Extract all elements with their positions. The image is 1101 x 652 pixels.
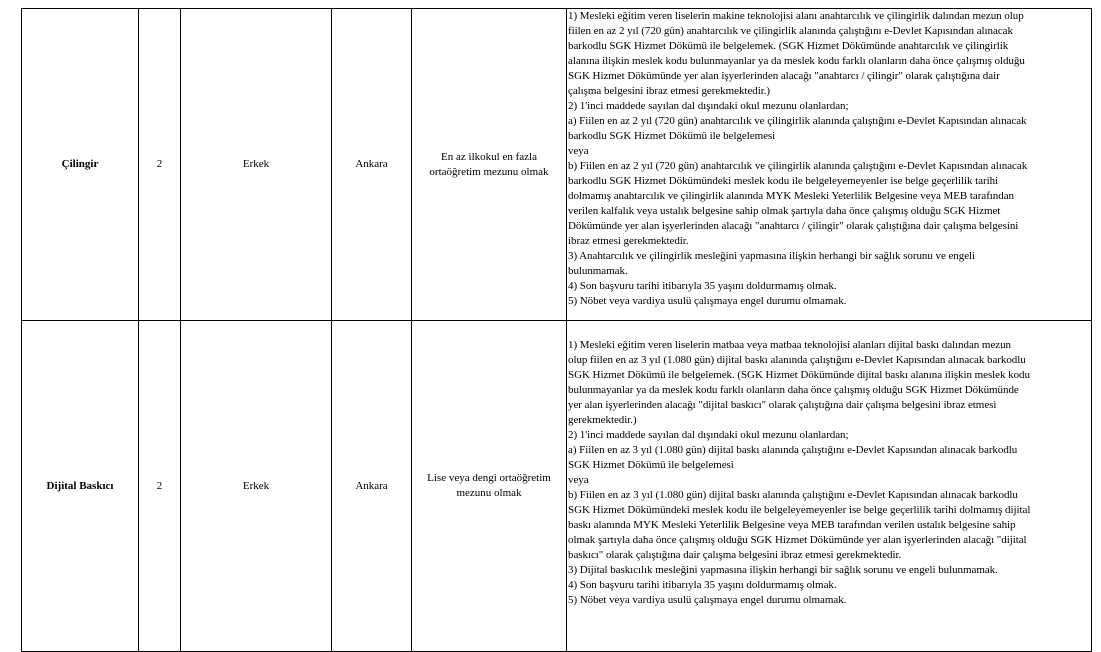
- requirement-line: alanına ilişkin meslek kodu bulunmayanlar ya da meslek kodu farklı olanların daha önce çalışmış olduğu: [568, 55, 1025, 67]
- requirement-line: 3) Dijital baskıcılık mesleğini yapmasına ilişkin herhangi bir sağlık sorunu ve engeli bulunmamak.: [568, 564, 998, 576]
- requirement-line: fiilen en az 2 yıl (720 gün) anahtarcılık ve çilingirlik alanında çalıştığını e-Devlet Kapısından alınacak: [568, 25, 1013, 37]
- requirement-line: baskıcı" olarak çalıştığına dair çalışma belgesini ibraz etmesi gerekmektedir.: [568, 549, 902, 561]
- requirement-line: barkodlu SGK Hizmet Dökümündeki meslek kodu ile belgeleyemeyenler ise belge geçerlilik tarihi: [568, 175, 999, 187]
- requirement-line: dolmamış anahtarcılık ve çilingirlik alanında MYK Mesleki Yeterlilik Belgesine veya MEB tarafından: [568, 190, 1014, 202]
- education-cell: [412, 321, 567, 652]
- city-cell: Ankara: [332, 9, 412, 321]
- requirement-line: 4) Son başvuru tarihi itibarıyla 35 yaşını doldurmamış olmak.: [568, 579, 837, 591]
- requirement-line: barkodlu SGK Hizmet Dökümü ile belgelemek. (SGK Hizmet Dökümünde anahtarcılık ve çilingirlik: [568, 40, 1009, 52]
- occupation-cell: Çilingir: [22, 9, 139, 321]
- requirement-line: SGK Hizmet Dökümündeki meslek kodu ile belgeleyemeyenler ise belge geçerlilik tarihi dolmamış dijital: [568, 504, 1031, 516]
- education-line: ortaöğretim mezunu olmak: [429, 165, 549, 178]
- gender-cell: Erkek: [181, 9, 332, 321]
- requirement-line: veya: [568, 474, 589, 486]
- education-line: Lise veya dengi ortaöğretim: [427, 472, 551, 484]
- requirement-line: olmak şartıyla daha önce çalışmış olduğu SGK Hizmet Dökümünde yer alan işyerlerinden alacağı "dijital: [568, 534, 1027, 546]
- requirement-line: a) Fiilen en az 3 yıl (1.080 gün) dijital baskı alanında çalıştığını e-Devlet Kapısından alınacak barkodlu: [568, 444, 1018, 456]
- requirement-line: 2) 1'inci maddede sayılan dal dışındaki okul mezunu olanlardan;: [568, 429, 849, 441]
- requirement-line: 3) Anahtarcılık ve çilingirlik mesleğini yapmasına ilişkin herhangi bir sağlık sorunu ve engeli: [568, 250, 976, 262]
- requirement-line: veya: [568, 145, 589, 157]
- requirement-line: SGK Hizmet Dökümünde yer alan işyerlerinden alacağı "anahtarcı / çilingir" olarak çalıştığına dair: [568, 70, 1000, 82]
- requirement-line: 4) Son başvuru tarihi itibarıyla 35 yaşını doldurmamış olmak.: [568, 280, 837, 292]
- requirement-line: SGK Hizmet Dökümü ile belgelemesi: [568, 459, 734, 471]
- requirement-line: b) Fiilen en az 3 yıl (1.080 gün) dijital baskı alanında çalıştığını e-Devlet Kapısından alınacak barkodlu: [568, 489, 1018, 501]
- count-cell: 2: [139, 321, 181, 652]
- requirement-line: SGK Hizmet Dökümü ile belgelemek. (SGK Hizmet Dökümünde dijital baskı alanına ilişkin meslek kodu: [568, 369, 1030, 381]
- requirement-line: bulunmamak.: [568, 265, 628, 277]
- requirements-cell: [567, 321, 1092, 652]
- count-cell: 2: [139, 9, 181, 321]
- requirement-line: baskı alanında MYK Mesleki Yeterlilik Belgesine veya MEB tarafından verilen ustalık belgesine sahip: [568, 519, 1016, 531]
- occupation-cell: Dijital Baskıcı: [22, 321, 139, 652]
- requirement-line: 1) Mesleki eğitim veren liselerin makine teknolojisi alanı anahtarcılık ve çilingirlik dalından mezun olup: [568, 10, 1024, 22]
- gender-cell: Erkek: [181, 321, 332, 652]
- requirement-line: Dökümünde yer alan işyerlerinden alacağı "anahtarcı / çilingir" olarak çalıştığına dair çalışma belgesini: [568, 220, 1019, 232]
- requirement-line: 2) 1'inci maddede sayılan dal dışındaki okul mezunu olanlardan;: [568, 100, 849, 112]
- table-row: [22, 321, 1092, 652]
- education-line: mezunu olmak: [456, 487, 522, 499]
- requirement-line: 5) Nöbet veya vardiya usulü çalışmaya engel durumu olmamak.: [568, 295, 847, 307]
- requirement-line: 5) Nöbet veya vardiya usulü çalışmaya engel durumu olmamak.: [568, 594, 847, 606]
- requirement-line: barkodlu SGK Hizmet Dökümü ile belgelemesi: [568, 130, 776, 142]
- requirement-line: 1) Mesleki eğitim veren liselerin matbaa veya matbaa teknolojisi alanları dijital baskı dalından mezun: [568, 339, 1012, 351]
- requirement-line: bulunmayanlar ya da meslek kodu farklı olanların daha önce çalışmış olduğu SGK Hizmet Dökümünde: [568, 384, 1019, 396]
- requirements-cell: [567, 9, 1092, 321]
- requirement-line: gerekmektedir.): [568, 414, 637, 426]
- requirement-line: b) Fiilen en az 2 yıl (720 gün) anahtarcılık ve çilingirlik alanında çalıştığını e-Devlet Kapısından alınacak: [568, 160, 1028, 172]
- requirement-line: verilen kalfalık veya ustalık belgesine sahip olmak şartıyla daha önce çalışmış olduğu SGK Hizmet: [568, 205, 1001, 217]
- requirement-line: a) Fiilen en az 2 yıl (720 gün) anahtarcılık ve çilingirlik alanında çalıştığını e-Devlet Kapısından alınacak: [568, 115, 1027, 127]
- requirement-line: yer alan işyerlerinden alacağı "dijital baskıcı" olarak çalıştığına dair çalışma belgesini ibraz etmesi: [568, 399, 997, 411]
- city-cell: Ankara: [332, 321, 412, 652]
- education-line: En az ilkokul en fazla: [441, 150, 537, 163]
- requirement-line: olup fiilen en az 3 yıl (1.080 gün) dijital baskı alanında çalıştığını e-Devlet Kapısından alınacak barkodlu: [568, 354, 1026, 366]
- requirement-line: çalışma belgesini ibraz etmesi gerekmektedir.): [568, 85, 771, 97]
- education-cell: [412, 9, 567, 321]
- requirement-line: ibraz etmesi gerekmektedir.: [568, 235, 689, 247]
- table-row: [22, 9, 1092, 321]
- job-requirements-table: [21, 8, 1092, 652]
